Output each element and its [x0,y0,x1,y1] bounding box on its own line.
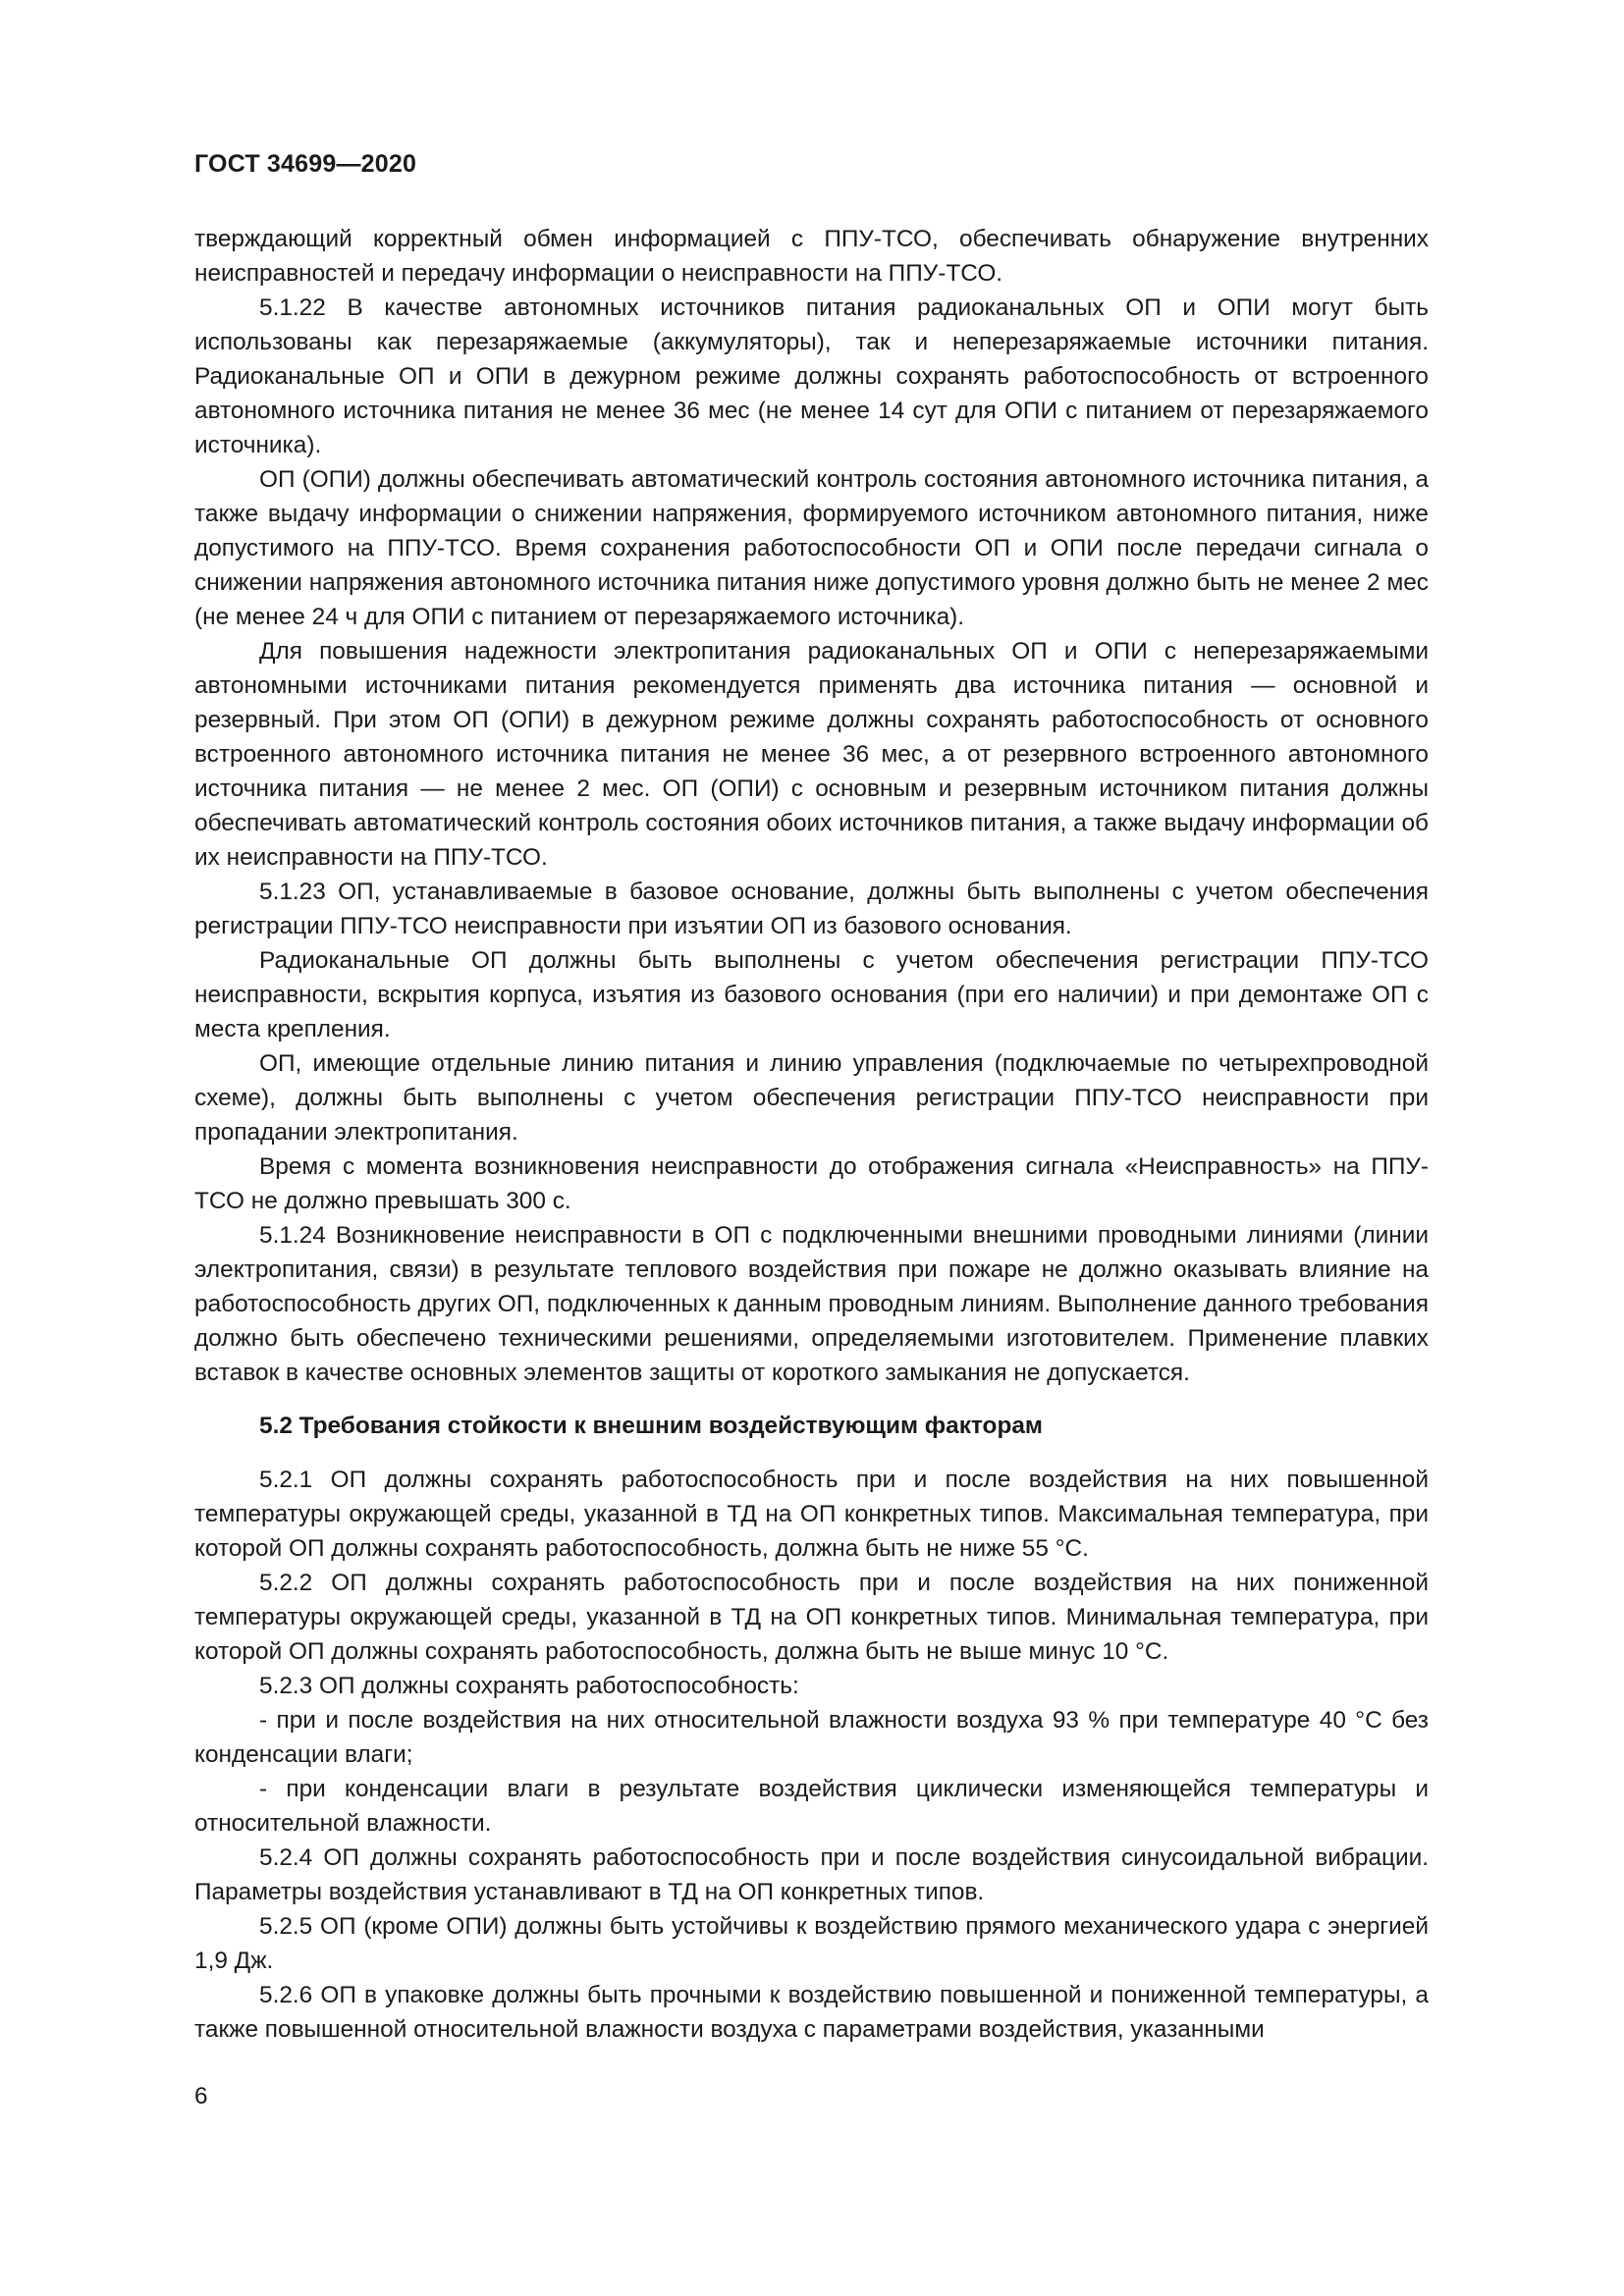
paragraph-autonomous-power-control: ОП (ОПИ) должны обеспечивать автоматический контроль состояния автономного источника питания, а также выдачу информации о снижении напряжения, формируемого источником автономного питания, ниже допустимого на ППУ-ТСО. Время сохранения работоспособности ОП и ОПИ после передачи сигнала о снижении напряжения автономного источника питания ниже допустимого уровня должно быть не менее 2 мес (не менее 24 ч для ОПИ с питанием от перезаряжаемого источника). [194,466,1429,630]
paragraph-5-1-23: 5.1.23 ОП, устанавливаемые в базовое основание, должны быть выполнены с учетом обеспечения регистрации ППУ-ТСО неисправности при изъятии ОП из базового основания. [194,879,1429,939]
paragraph-5-2-6: 5.2.6 ОП в упаковке должны быть прочными к воздействию повышенной и пониженной температуры, а также повышенной относительной влажности воздуха с параметрами воздействия, указанными [194,1982,1429,2043]
page-number: 6 [194,2083,208,2109]
list-item-humidity: - при и после воздействия на них относительной влажности воздуха 93 % при температуре 40 °С без конденсации влаги; [194,1707,1429,1768]
paragraph-5-2-2: 5.2.2 ОП должны сохранять работоспособность при и после воздействия на них пониженной температуры окружающей среды, указанной в ТД на ОП конкретных типов. Минимальная температура, при которой ОП должны сохранять работоспособность, должна быть не выше минус 10 °С. [194,1570,1429,1665]
document-body [194,222,1429,2047]
section-heading-5-2: 5.2 Требования стойкости к внешним воздействующим факторам [259,1413,1043,1439]
paragraph-radio-op-fault-registration: Радиоканальные ОП должны быть выполнены с учетом обеспечения регистрации ППУ-ТСО неисправности, вскрытия корпуса, изъятия из базового основания (при его наличии) и при демонтаже ОП с места крепления. [194,947,1429,1042]
paragraph-5-2-1: 5.2.1 ОП должны сохранять работоспособность при и после воздействия на них повышенной температуры окружающей среды, указанной в ТД на ОП конкретных типов. Максимальная температура, при которой ОП должны сохранять работоспособность, должна быть не ниже 55 °С. [194,1467,1429,1562]
paragraph-fault-signal-time: Время с момента возникновения неисправности до отображения сигнала «Неисправность» на ППУ-ТСО не должно превышать 300 с. [194,1153,1429,1214]
list-item-condensation: - при конденсации влаги в результате воздействия циклически изменяющейся температуры и относительной влажности. [194,1776,1429,1837]
paragraph-5-2-3: 5.2.3 ОП должны сохранять работоспособность: [259,1673,799,1699]
paragraph-5-1-22: 5.1.22 В качестве автономных источников питания радиоканальных ОП и ОПИ могут быть использованы как перезаряжаемые (аккумуляторы), так и неперезаряжаемые источники питания. Радиоканальные ОП и ОПИ в дежурном режиме должны сохранять работоспособность от встроенного автономного источника питания не менее 36 мес (не менее 14 сут для ОПИ с питанием от перезаряжаемого источника). [194,294,1429,458]
paragraph-four-wire-op: ОП, имеющие отдельные линию питания и линию управления (подключаемые по четырехпроводной схеме), должны быть выполнены с учетом обеспечения регистрации ППУ-ТСО неисправности при пропадании электропитания. [194,1050,1429,1146]
paragraph-5-2-4: 5.2.4 ОП должны сохранять работоспособность при и после воздействия синусоидальной вибрации. Параметры воздействия устанавливают в ТД на ОП конкретных типов. [194,1844,1429,1905]
paragraph-5-1-24: 5.1.24 Возникновение неисправности в ОП с подключенными внешними проводными линиями (линии электропитания, связи) в результате теплового воздействия при пожаре не должно оказывать влияние на работоспособность других ОП, подключенных к данным проводным линиям. Выполнение данного требования должно быть обеспечено техническими решениями, определяемыми изготовителем. Применение плавких вставок в качестве основных элементов защиты от короткого замыкания не допускается. [194,1222,1429,1386]
paragraph-dual-power-sources: Для повышения надежности электропитания радиоканальных ОП и ОПИ с неперезаряжаемыми автономными источниками питания рекомендуется применять два источника питания — основной и резервный. При этом ОП (ОПИ) в дежурном режиме должны сохранять работоспособность от основного встроенного автономного источника питания не менее 36 мес, а от резервного встроенного автономного источника питания — не менее 2 мес. ОП (ОПИ) с основным и резервным источником питания должны обеспечивать автоматический контроль состояния обоих источников питания, а также выдачу информации об их неисправности на ППУ-ТСО. [194,638,1429,871]
paragraph-continuation: тверждающий корректный обмен информацией с ППУ-ТСО, обеспечивать обнаружение внутренних неисправностей и передачу информации о неисправности на ППУ-ТСО. [194,226,1429,287]
document-header: ГОСТ 34699—2020 [194,150,417,178]
paragraph-5-2-5: 5.2.5 ОП (кроме ОПИ) должны быть устойчивы к воздействию прямого механического удара с энергией 1,9 Дж. [194,1913,1429,1974]
